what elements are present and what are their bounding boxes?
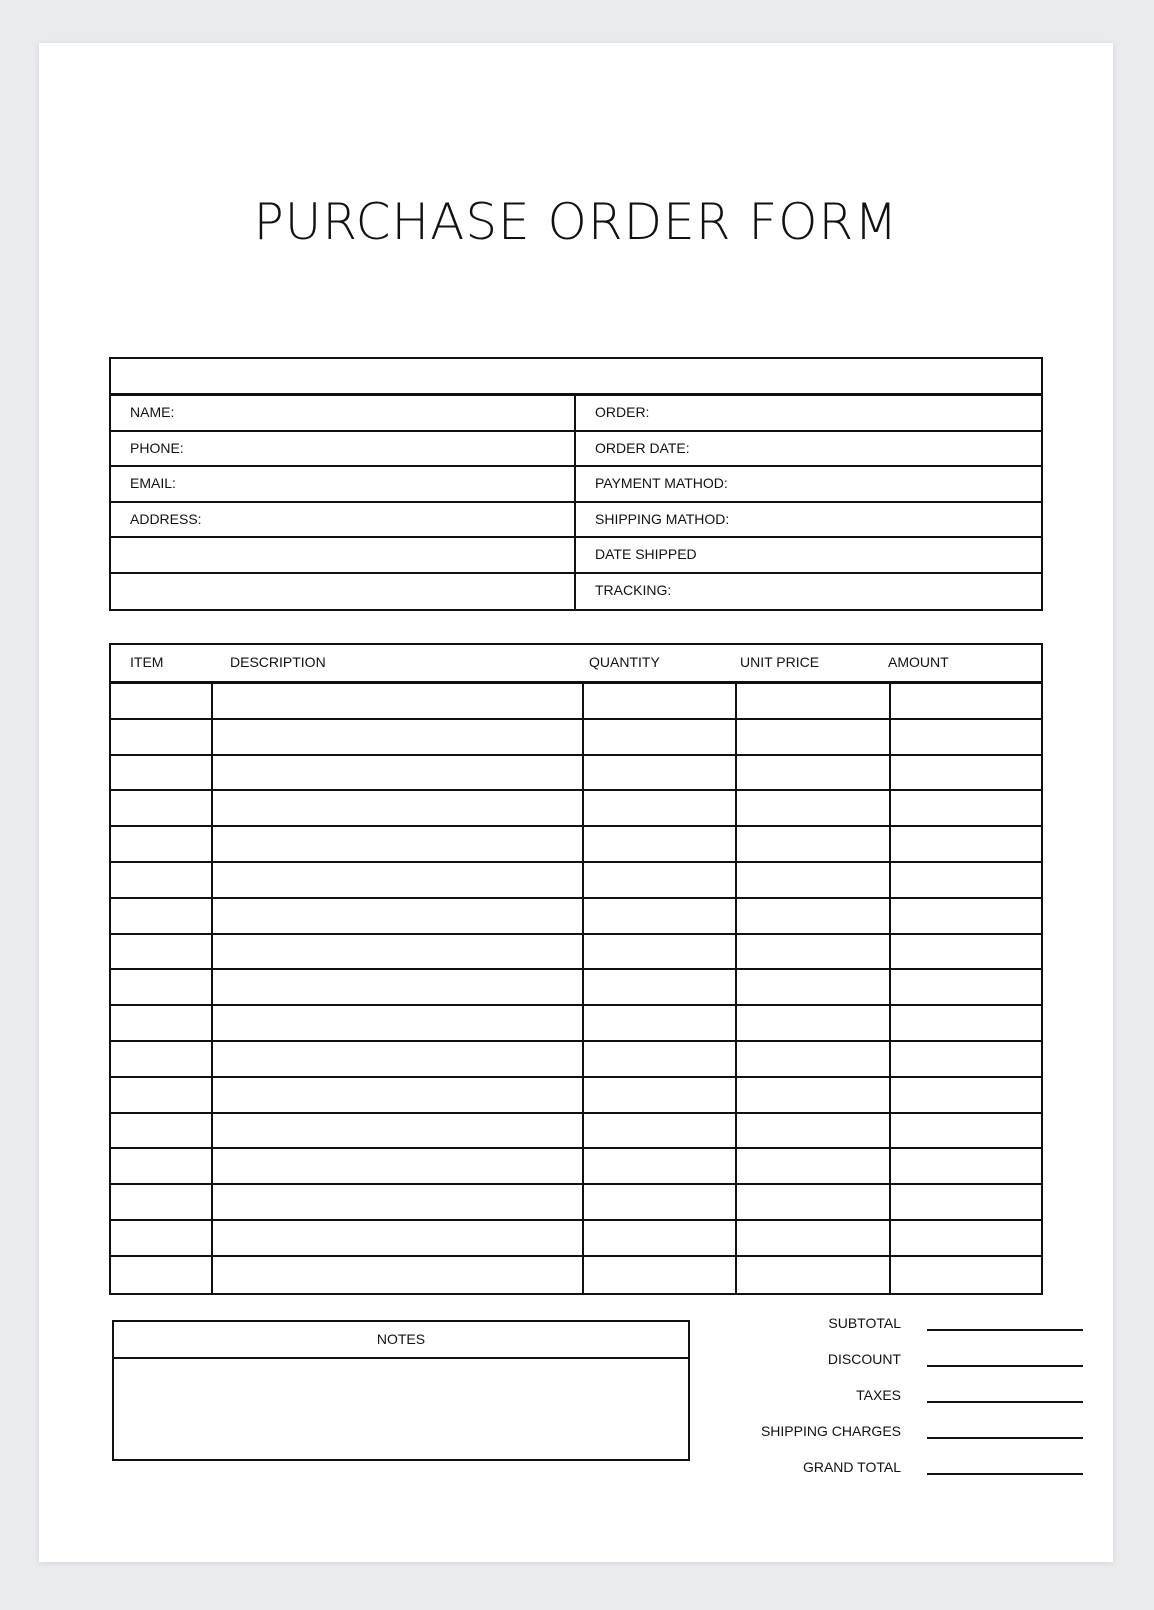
quantity-cell[interactable] <box>584 1006 737 1040</box>
discount-row <box>689 1341 1083 1377</box>
description-cell[interactable] <box>213 1114 584 1148</box>
description-cell[interactable] <box>213 935 584 969</box>
table-row <box>111 1006 1041 1042</box>
column-header-amount: AMOUNT <box>888 654 949 670</box>
notes-label: NOTES <box>114 1322 688 1359</box>
quantity-cell[interactable] <box>584 684 737 718</box>
quantity-cell[interactable] <box>584 1042 737 1076</box>
unit-price-cell[interactable] <box>737 1078 891 1112</box>
discount-line[interactable] <box>927 1365 1083 1367</box>
table-row <box>111 684 1041 720</box>
item-cell[interactable] <box>111 1185 213 1219</box>
amount-cell[interactable] <box>891 970 1041 1004</box>
description-cell[interactable] <box>213 1042 584 1076</box>
totals-section <box>689 1305 1083 1485</box>
item-cell[interactable] <box>111 1257 213 1293</box>
quantity-cell[interactable] <box>584 1114 737 1148</box>
grand-total-line[interactable] <box>927 1473 1083 1475</box>
amount-cell[interactable] <box>891 863 1041 897</box>
tracking-field[interactable]: TRACKING: <box>595 581 672 598</box>
amount-cell[interactable] <box>891 1149 1041 1183</box>
table-row <box>111 1185 1041 1221</box>
unit-price-cell[interactable] <box>737 899 891 933</box>
date-shipped-field[interactable]: DATE SHIPPED <box>595 546 697 562</box>
unit-price-cell[interactable] <box>737 863 891 897</box>
table-row <box>111 863 1041 899</box>
item-cell[interactable] <box>111 720 213 754</box>
unit-price-cell[interactable] <box>737 684 891 718</box>
shipping-charges-line[interactable] <box>927 1437 1083 1439</box>
table-row <box>111 970 1041 1006</box>
grand-total-label: GRAND TOTAL <box>802 1459 901 1475</box>
description-cell[interactable] <box>213 827 584 861</box>
quantity-cell[interactable] <box>584 970 737 1004</box>
quantity-cell[interactable] <box>584 720 737 754</box>
unit-price-cell[interactable] <box>737 1257 891 1293</box>
taxes-label: TAXES <box>856 1387 901 1403</box>
item-cell[interactable] <box>111 1078 213 1112</box>
unit-price-cell[interactable] <box>737 791 891 825</box>
description-cell[interactable] <box>213 1078 584 1112</box>
subtotal-row <box>689 1305 1083 1341</box>
taxes-row <box>689 1377 1083 1413</box>
quantity-cell[interactable] <box>584 1221 737 1255</box>
item-cell[interactable] <box>111 1149 213 1183</box>
table-row <box>111 1114 1041 1150</box>
items-table-header <box>111 645 1041 684</box>
item-cell[interactable] <box>111 827 213 861</box>
unit-price-cell[interactable] <box>737 756 891 790</box>
table-row <box>111 1257 1041 1293</box>
quantity-cell[interactable] <box>584 863 737 897</box>
description-cell[interactable] <box>213 863 584 897</box>
subtotal-label: SUBTOTAL <box>828 1315 901 1331</box>
quantity-cell[interactable] <box>584 935 737 969</box>
item-cell[interactable] <box>111 791 213 825</box>
email-field[interactable]: EMAIL: <box>111 467 576 501</box>
amount-cell[interactable] <box>891 1078 1041 1112</box>
phone-field[interactable]: PHONE: <box>111 432 576 466</box>
notes-area[interactable] <box>114 1359 688 1459</box>
order-field[interactable]: ORDER: <box>595 404 650 420</box>
subtotal-line[interactable] <box>927 1329 1083 1331</box>
description-cell[interactable] <box>213 970 584 1004</box>
info-row <box>111 503 1041 539</box>
info-table-header <box>111 359 1041 396</box>
quantity-cell[interactable] <box>584 827 737 861</box>
amount-cell[interactable] <box>891 1257 1041 1293</box>
quantity-cell[interactable] <box>584 756 737 790</box>
quantity-cell[interactable] <box>584 1078 737 1112</box>
amount-cell[interactable] <box>891 935 1041 969</box>
amount-cell[interactable] <box>891 684 1041 718</box>
column-header-description: DESCRIPTION <box>230 654 326 670</box>
description-cell[interactable] <box>213 1149 584 1183</box>
description-cell[interactable] <box>213 1185 584 1219</box>
table-row <box>111 720 1041 756</box>
unit-price-cell[interactable] <box>737 1221 891 1255</box>
column-header-item: ITEM <box>130 654 164 670</box>
amount-cell[interactable] <box>891 1185 1041 1219</box>
form-title: PURCHASE ORDER FORM <box>253 193 899 251</box>
column-header-unit-price: UNIT PRICE <box>740 654 820 670</box>
name-field[interactable]: NAME: <box>111 396 576 430</box>
shipping-method-field[interactable]: SHIPPING MATHOD: <box>595 510 730 527</box>
table-row <box>111 1042 1041 1078</box>
shipping-charges-label: SHIPPING CHARGES <box>760 1423 901 1439</box>
form-sheet <box>39 43 1113 1562</box>
description-cell[interactable] <box>213 756 584 790</box>
description-cell[interactable] <box>213 1257 584 1293</box>
address-field[interactable]: ADDRESS: <box>111 503 576 537</box>
amount-cell[interactable] <box>891 720 1041 754</box>
item-cell[interactable] <box>111 1042 213 1076</box>
quantity-cell[interactable] <box>584 899 737 933</box>
table-row <box>111 1221 1041 1257</box>
amount-cell[interactable] <box>891 827 1041 861</box>
info-row <box>111 432 1041 468</box>
table-row <box>111 1078 1041 1114</box>
table-row <box>111 1149 1041 1185</box>
quantity-cell[interactable] <box>584 791 737 825</box>
address-line-3-field[interactable] <box>111 574 576 610</box>
item-cell[interactable] <box>111 935 213 969</box>
amount-cell[interactable] <box>891 1042 1041 1076</box>
table-row <box>111 935 1041 971</box>
quantity-cell[interactable] <box>584 1185 737 1219</box>
description-cell[interactable] <box>213 684 584 718</box>
table-row <box>111 791 1041 827</box>
amount-cell[interactable] <box>891 791 1041 825</box>
unit-price-cell[interactable] <box>737 720 891 754</box>
description-cell[interactable] <box>213 1221 584 1255</box>
unit-price-cell[interactable] <box>737 1185 891 1219</box>
item-cell[interactable] <box>111 899 213 933</box>
items-table-body <box>111 684 1041 1293</box>
notes-box <box>112 1320 690 1461</box>
address-line-2-field[interactable] <box>111 538 576 572</box>
table-row <box>111 899 1041 935</box>
amount-cell[interactable] <box>891 1221 1041 1255</box>
column-header-quantity: QUANTITY <box>589 654 660 670</box>
info-row <box>111 538 1041 574</box>
item-cell[interactable] <box>111 970 213 1004</box>
item-cell[interactable] <box>111 1006 213 1040</box>
item-cell[interactable] <box>111 756 213 790</box>
item-cell[interactable] <box>111 863 213 897</box>
info-row <box>111 574 1041 610</box>
order-items-table <box>109 643 1043 1295</box>
grand-total-row <box>689 1449 1083 1485</box>
unit-price-cell[interactable] <box>737 1006 891 1040</box>
taxes-line[interactable] <box>927 1401 1083 1403</box>
discount-label: DISCOUNT <box>827 1351 901 1367</box>
unit-price-cell[interactable] <box>737 1042 891 1076</box>
unit-price-cell[interactable] <box>737 1149 891 1183</box>
quantity-cell[interactable] <box>584 1257 737 1293</box>
description-cell[interactable] <box>213 899 584 933</box>
info-row <box>111 467 1041 503</box>
unit-price-cell[interactable] <box>737 827 891 861</box>
item-cell[interactable] <box>111 1114 213 1148</box>
order-date-field[interactable]: ORDER DATE: <box>595 439 690 456</box>
unit-price-cell[interactable] <box>737 1114 891 1148</box>
info-row <box>111 396 1041 432</box>
table-row <box>111 827 1041 863</box>
table-row <box>111 756 1041 792</box>
amount-cell[interactable] <box>891 899 1041 933</box>
shipping-charges-row <box>689 1413 1083 1449</box>
amount-cell[interactable] <box>891 1006 1041 1040</box>
item-cell[interactable] <box>111 684 213 718</box>
description-cell[interactable] <box>213 791 584 825</box>
item-cell[interactable] <box>111 1221 213 1255</box>
amount-cell[interactable] <box>891 1114 1041 1148</box>
unit-price-cell[interactable] <box>737 970 891 1004</box>
amount-cell[interactable] <box>891 756 1041 790</box>
payment-method-field[interactable]: PAYMENT MATHOD: <box>595 475 728 491</box>
quantity-cell[interactable] <box>584 1149 737 1183</box>
unit-price-cell[interactable] <box>737 935 891 969</box>
description-cell[interactable] <box>213 720 584 754</box>
description-cell[interactable] <box>213 1006 584 1040</box>
customer-order-info-table <box>109 357 1043 611</box>
